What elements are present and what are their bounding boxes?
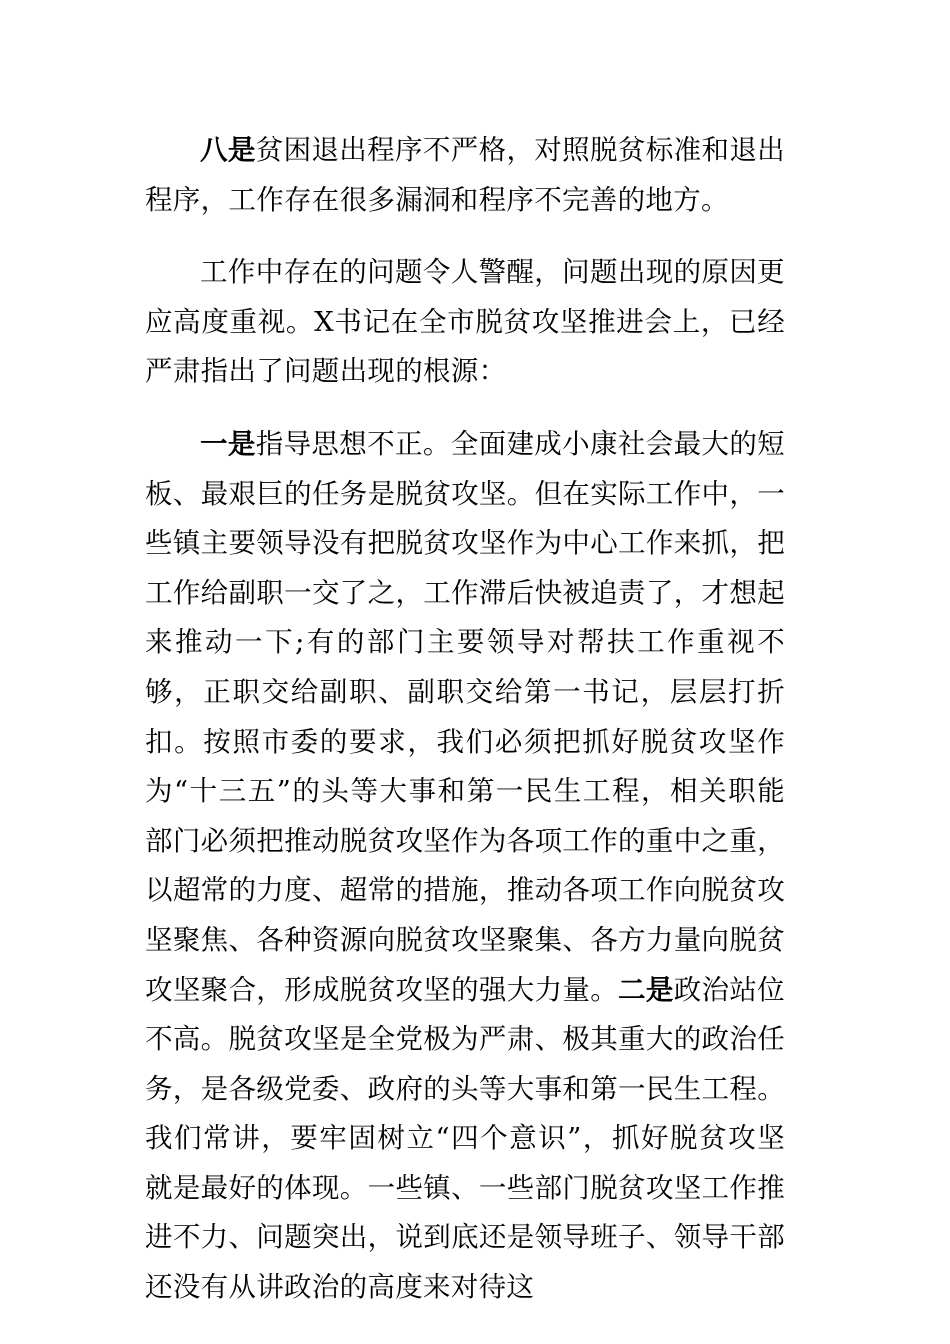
document-body	[145, 126, 785, 1313]
paragraph-lead: 一是	[200, 427, 256, 460]
paragraph-lead-second: 二是	[618, 973, 674, 1006]
paragraph-text: 工作中存在的问题令人警醒，问题出现的原因更应高度重视。X书记在全市脱贫攻坚推进会上，已经严肃指出了问题出现的根源：	[145, 256, 785, 388]
paragraph-lead: 八是	[200, 134, 256, 166]
paragraph-exit-procedure	[145, 126, 785, 225]
paragraph-problem-causes	[145, 248, 785, 397]
paragraph-text: 贫困退出程序不严格，对照脱贫标准和退出程序，工作存在很多漏洞和程序不完善的地方。	[145, 134, 785, 216]
paragraph-text-second: 政治站位不高。脱贫攻坚是全党极为严肃、极其重大的政治任务，是各级党委、政府的头等大事和第一民生工程。我们常讲，要牢固树立“四个意识”，抓好脱贫攻坚就是最好的体现。一些镇、一些部门脱贫攻坚工作推进不力、问题突出，说到底还是领导班子、领导干部还没有从讲政治的高度来对待这	[145, 973, 785, 1304]
paragraph-root-causes	[145, 420, 785, 1313]
paragraph-text: 指导思想不正。全面建成小康社会最大的短板、最艰巨的任务是脱贫攻坚。但在实际工作中，一些镇主要领导没有把脱贫攻坚作为中心工作来抓，把工作给副职一交了之，工作滞后快被追责了，才想起来推动一下;有的部门主要领导对帮扶工作重视不够，正职交给副职、副职交给第一书记，层层打折扣。按照市委的要求，我们必须把抓好脱贫攻坚作为“十三五”的头等大事和第一民生工程，相关职能部门必须把推动脱贫攻坚作为各项工作的重中之重，以超常的力度、超常的措施，推动各项工作向脱贫攻坚聚焦、各种资源向脱贫攻坚聚集、各方力量向脱贫攻坚聚合，形成脱贫攻坚的强大力量。	[145, 427, 785, 1006]
